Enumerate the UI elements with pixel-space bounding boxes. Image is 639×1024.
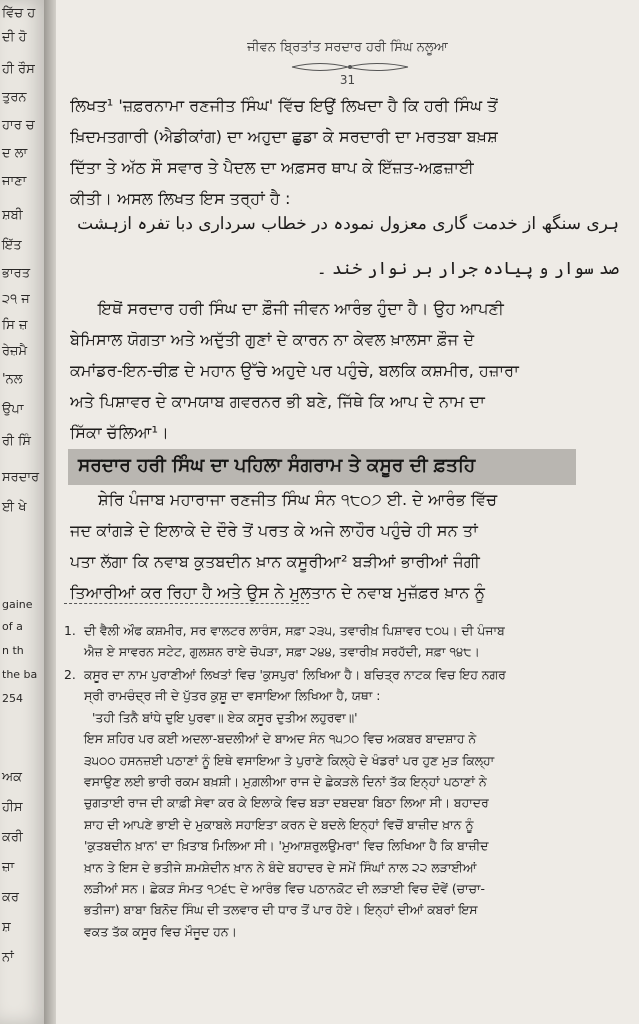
left-page-fragment: 'ਨਲ xyxy=(2,372,23,387)
text-line: ਬੇਮਿਸਾਲ ਯੋਗਤਾ ਅਤੇ ਅਦੁੱਤੀ ਗੁਣਾਂ ਦੇ ਕਾਰਨ ਨਾ ਕੇਵਲ ਖ਼ਾਲਸਾ ਫ਼ੌਜ ਦੇ xyxy=(70,330,475,349)
left-page-fragment: n th xyxy=(2,644,24,657)
left-page-fragment: ਅਕ xyxy=(2,770,23,785)
text-line: ਜਦ ਕਾਂਗੜੇ ਦੇ ਇਲਾਕੇ ਦੇ ਦੌਰੇ ਤੋਂ ਪਰਤ ਕੇ ਅਜੇ ਲਾਹੌਰ ਪਹੁੰਚੇ ਹੀ ਸਨ ਤਾਂ xyxy=(70,521,478,540)
text-line: ਕਸੂਰ ਦਾ ਨਾਮ ਪੁਰਾਣੀਆਂ ਲਿਖਤਾਂ ਵਿਚ 'ਕੁਸਪੁਰ' ਲਿਖਿਆ ਹੈ। ਬਚਿਤ੍ਰ ਨਾਟਕ ਵਿਚ ਇਹ ਨਗਰ xyxy=(84,667,506,682)
text-line: ਕਮਾਂਡਰ-ਇਨ-ਚੀਫ਼ ਦੇ ਮਹਾਨ ਉੱਚੇ ਅਹੁਦੇ ਪਰ ਪਹੁੰਚੇ, ਬਲਕਿ ਕਸ਼ਮੀਰ, ਹਜ਼ਾਰਾ xyxy=(70,361,519,380)
text-line: 'ਕੁਤਬਦੀਨ ਖ਼ਾਨ' ਦਾ ਖ਼ਿਤਾਬ ਮਿਲਿਆ ਸੀ। 'ਮੁਆਸ਼ਰੁਲਉਮਰਾ' ਵਿਚ ਲਿਖਿਆ ਹੈ ਕਿ ਬਾਜ਼ੀਦ xyxy=(84,838,489,854)
left-page-fragment: ਇੱਤ xyxy=(2,238,22,253)
text-line: ਖ਼ਿਦਮਤਗਾਰੀ (ਐਡੀਕਾਂਗ) ਦਾ ਅਹੁਦਾ ਛੁਡਾ ਕੇ ਸਰਦਾਰੀ ਦਾ ਮਰਤਬਾ ਬਖ਼ਸ਼ xyxy=(70,127,498,146)
persian-quote-line-2: صد سوار و پیادہ جرار بر نوار خند ۔ xyxy=(316,259,619,279)
left-page-fragment: ਕਰ xyxy=(2,890,19,905)
footnote-divider xyxy=(64,603,309,604)
left-page-fragment: ਈ ਖੇ xyxy=(2,500,27,515)
section-heading: ਸਰਦਾਰ ਹਰੀ ਸਿੰਘ ਦਾ ਪਹਿਲਾ ਸੰਗਰਾਮ ਤੇ ਕਸੂਰ ਦੀ ਫ਼ਤਹਿ xyxy=(78,455,476,476)
left-page-fragment: ਤੁਰਨ xyxy=(2,90,27,105)
left-page-fragment: ਕਰੀ xyxy=(2,830,23,845)
footnote-2 xyxy=(64,664,616,942)
text-line: ਚੁਗਤਾਈ ਰਾਜ ਦੀ ਕਾਫ਼ੀ ਸੇਵਾ ਕਰ ਕੇ ਇਲਾਕੇ ਵਿਚ ਬੜਾ ਦਬਦਬਾ ਬਿਠਾ ਲਿਆ ਸੀ। ਬਹਾਦਰ xyxy=(84,795,489,811)
left-page-fragment: ਰੇਜ਼ਮੈ xyxy=(2,344,28,359)
left-page-fragment: of a xyxy=(2,620,23,633)
left-page-fragment: ਸ਼ xyxy=(2,920,11,935)
text-line: ਖ਼ਾਨ ਤੇ ਇਸ ਦੇ ਭਤੀਜੇ ਸ਼ਮਸ਼ੇਦੀਨ ਖ਼ਾਨ ਨੇ ਬੰਦੇ ਬਹਾਦਰ ਦੇ ਸਮੇਂ ਸਿੰਘਾਂ ਨਾਲ ੨੨ ਲੜਾਈਆਂ xyxy=(84,859,477,875)
text-line: ਸ਼ਾਹ ਦੀ ਆਪਣੇ ਭਾਈ ਦੇ ਮੁਕਾਬਲੇ ਸਹਾਇਤਾ ਕਰਨ ਦੇ ਬਦਲੇ ਇਨ੍ਹਾਂ ਵਿਚੋਂ ਬਾਜ਼ੀਦ ਖ਼ਾਨ ਨੂੰ xyxy=(84,816,474,832)
text-line: ਲੜੀਆਂ ਸਨ। ਛੇਕੜ ਸੰਮਤ ੧੭੬੮ ਦੇ ਆਰੰਭ ਵਿਚ ਪਠਾਨਕੋਟ ਦੀ ਲੜਾਈ ਵਿਚ ਦੋਵੇਂ (ਚਾਚਾ- xyxy=(84,881,485,897)
left-page-fragment: ਵਿੱਚ ਹ xyxy=(2,6,36,21)
left-page-fragment: ਦ ਲਾ xyxy=(2,146,28,161)
footnote-1 xyxy=(64,620,616,663)
left-page-fragment: 254 xyxy=(2,692,23,705)
left-page-fragment: ਜਾਣਾ xyxy=(2,174,27,189)
text-line: ੩੫੦੦ ਹਸਨਜ਼ਈ ਪਠਾਣਾਂ ਨੂੰ ਇਥੇ ਵਸਾਇਆ ਤੇ ਪੁਰਾਣੇ ਕਿਲ੍ਹੇ ਦੇ ਖੰਡਰਾਂ ਪਰ ਹੁਣ ਮੁੜ ਕਿਲ੍ਹਾ xyxy=(84,752,495,768)
persian-quote-line-1: ہری سنگھ از خدمت گاری معزول نمودہ در خطاب سرداری دبا تفرہ ازہشت xyxy=(77,214,619,234)
text-line: ਵਸਾਉਣ ਲਈ ਭਾਰੀ ਰਕਮ ਬਖ਼ਸ਼ੀ। ਮੁਗ਼ਲੀਆ ਰਾਜ ਦੇ ਛੇਕੜਲੇ ਦਿਨਾਂ ਤੱਕ ਇਨ੍ਹਾਂ ਪਠਾਣਾਂ ਨੇ xyxy=(84,774,487,790)
text-line: ਕੀਤੀ। ਅਸਲ ਲਿਖਤ ਇਸ ਤਰ੍ਹਾਂ ਹੈ : xyxy=(70,189,291,208)
left-page-fragment: ਜ਼ਾ xyxy=(2,860,15,875)
paragraph-kasur-battle xyxy=(70,484,620,608)
left-page-fragment: ਸ਼ਬੀ xyxy=(2,208,23,223)
left-page-fragment: ਹੀ ਰੌਸ xyxy=(2,62,35,77)
left-page-fragment: ਸਰਦਾਰ xyxy=(2,470,40,485)
left-page-fragment: ਹਾਰ ਚ xyxy=(2,118,35,133)
text-line: ਵਕਤ ਤੱਕ ਕਸੂਰ ਵਿਚ ਮੌਜੂਦ ਹਨ। xyxy=(84,923,237,939)
footnote-number: 2. xyxy=(64,667,76,682)
left-page-fragment: gaine xyxy=(2,598,33,611)
text-line: 'ਤਹੀ ਤਿਨੈ ਬਾਂਧੇ ਦੁਇ ਪੁਰਵਾ॥ ਏਕ ਕਸੂਰ ਦੁਤੀਅ ਲਹੁਰਵਾ॥' xyxy=(92,709,358,725)
text-line: ਇਥੋਂ ਸਰਦਾਰ ਹਰੀ ਸਿੰਘ ਦਾ ਫ਼ੌਜੀ ਜੀਵਨ ਆਰੰਭ ਹੁੰਦਾ ਹੈ। ਉਹ ਆਪਣੀ xyxy=(98,299,504,318)
left-page-fragment: ਹੀਸ xyxy=(2,800,23,815)
text-line: ਦਿੱਤਾ ਤੇ ਅੱਠ ਸੌ ਸਵਾਰ ਤੇ ਪੈਦਲ ਦਾ ਅਫ਼ਸਰ ਥਾਪ ਕੇ ਇੱਜ਼ਤ-ਅਫ਼ਜ਼ਾਈ xyxy=(70,158,474,177)
text-line: ਅਤੇ ਪਿਸ਼ਾਵਰ ਦੇ ਕਾਮਯਾਬ ਗਵਰਨਰ ਭੀ ਬਣੇ, ਜਿੱਥੇ ਕਿ ਆਪ ਦੇ ਨਾਮ ਦਾ xyxy=(70,392,485,411)
book-page xyxy=(56,0,639,1024)
text-line: ਭਤੀਜਾ) ਬਾਬਾ ਬਿਨੋਦ ਸਿੰਘ ਦੀ ਤਲਵਾਰ ਦੀ ਧਾਰ ਤੋਂ ਪਾਰ ਹੋਏ। ਇਨ੍ਹਾਂ ਦੀਆਂ ਕਬਰਾਂ ਇਸ xyxy=(84,902,478,918)
text-line: ਸ਼ੇਰਿ ਪੰਜਾਬ ਮਹਾਰਾਜਾ ਰਣਜੀਤ ਸਿੰਘ ਸੰਨ ੧੮੦੭ ਈ. ਦੇ ਆਰੰਭ ਵਿੱਚ xyxy=(98,490,498,509)
page-number: 31 xyxy=(339,73,356,87)
header-ornament xyxy=(290,60,410,74)
text-line: ਐਜ਼ ਏ ਸਾਵਰਨ ਸਟੇਟ, ਗੁਲਸ਼ਨ ਰਾਏ ਚੋਪੜਾ, ਸਫ਼ਾ ੨੪੪, ਤਵਾਰੀਖ਼ ਸਰਹੱਦੀ, ਸਫ਼ਾ ੧੪੮। xyxy=(84,644,480,660)
left-page-fragment: ਰੀ ਸਿੰ xyxy=(2,434,31,449)
left-page-fragment: ਨਾਂ xyxy=(2,950,14,965)
text-line: ਲਿਖਤ¹ 'ਜ਼ਫ਼ਰਨਾਮਾ ਰਣਜੀਤ ਸਿੰਘ' ਵਿੱਚ ਇਉਂ ਲਿਖਦਾ ਹੈ ਕਿ ਹਰੀ ਸਿੰਘ ਤੋਂ xyxy=(70,96,498,115)
previous-page-edge xyxy=(0,0,48,1024)
running-header: ਜੀਵਨ ਬ੍ਰਿਤਾਂਤ ਸਰਦਾਰ ਹਰੀ ਸਿੰਘ ਨਲੂਆ xyxy=(247,40,448,55)
text-line: ਦੀ ਵੈਲੀ ਔਫ ਕਸ਼ਮੀਰ, ਸਰ ਵਾਲਟਰ ਲਾਰੰਸ, ਸਫ਼ਾ ੨੩੫, ਤਵਾਰੀਖ਼ ਪਿਸ਼ਾਵਰ ੮੦੫। ਦੀ ਪੰਜਾਬ xyxy=(84,623,505,638)
text-line: ਸ੍ਰੀ ਰਾਮਚੰਦ੍ਰ ਜੀ ਦੇ ਪੁੱਤਰ ਕੁਸ਼ੂ ਦਾ ਵਸਾਇਆ ਲਿਖਿਆ ਹੈ, ਯਥਾ : xyxy=(84,688,381,704)
left-page-fragment: ਉਪਾ xyxy=(2,402,24,417)
left-page-fragment: the ba xyxy=(2,668,38,681)
text-line: ਪਤਾ ਲੱਗਾ ਕਿ ਨਵਾਬ ਕੁਤਬਦੀਨ ਖ਼ਾਨ ਕਸੂਰੀਆ² ਬੜੀਆਂ ਭਾਰੀਆਂ ਜੰਗੀ xyxy=(70,552,480,571)
paragraph-military-life xyxy=(70,293,620,448)
left-page-fragment: ਸਿ ਜ਼ xyxy=(2,318,28,333)
left-page-fragment: ਭਾਰਤ xyxy=(2,266,31,281)
footnote-number: 1. xyxy=(64,623,76,638)
paragraph-intro xyxy=(70,90,620,214)
left-page-fragment: ਦੀ ਹੋ xyxy=(2,30,27,45)
left-page-fragment: ੨੧ ਜ xyxy=(2,292,30,307)
text-line: ਇਸ ਸ਼ਹਿਰ ਪਰ ਕਈ ਅਦਲਾ-ਬਦਲੀਆਂ ਦੇ ਬਾਅਦ ਸੰਨ ੧੫੭੦ ਵਿਚ ਅਕਬਰ ਬਾਦਸ਼ਾਹ ਨੇ xyxy=(84,731,477,747)
text-line: ਸਿੱਕਾ ਚੱਲਿਆ¹। xyxy=(70,423,169,442)
text-line: ਤਿਆਰੀਆਂ ਕਰ ਰਿਹਾ ਹੈ ਅਤੇ ਉਸ ਨੇ ਮੁਲਤਾਨ ਦੇ ਨਵਾਬ ਮੁਜ਼ੱਫ਼ਰ ਖ਼ਾਨ ਨੂੰ xyxy=(70,583,486,602)
